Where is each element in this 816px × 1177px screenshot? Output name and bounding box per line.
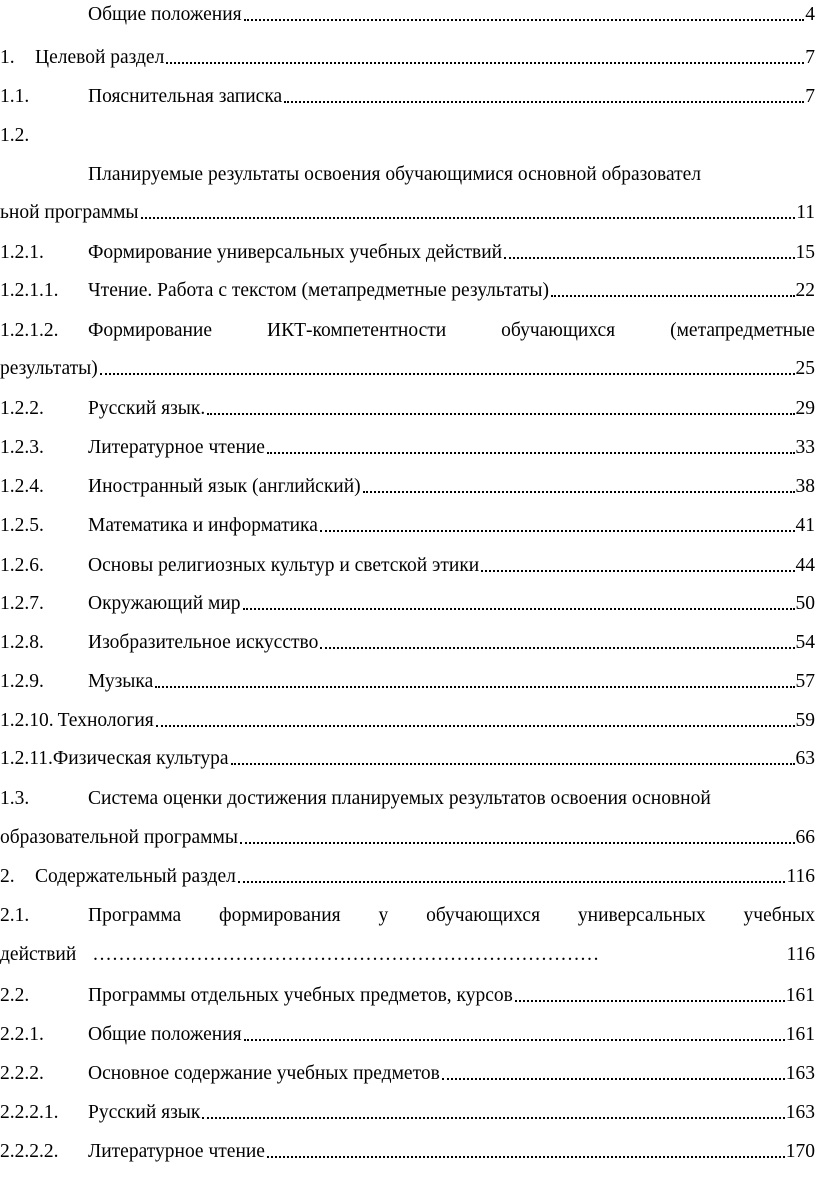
toc-entry[interactable]	[0, 278, 815, 302]
toc-entry[interactable]	[0, 396, 815, 420]
toc-entry-title: Содержательный раздел	[35, 866, 236, 887]
toc-title-word: Формирование	[88, 320, 213, 341]
toc-entry[interactable]	[0, 669, 815, 693]
toc-entry-title: Общие положения	[88, 1024, 242, 1045]
toc-entry-page: 38	[795, 476, 815, 497]
toc-entry-title: Пояснительная записка	[88, 86, 283, 107]
toc-entry-number: 1.2.	[0, 125, 30, 146]
toc-leader-dots	[320, 530, 795, 532]
toc-entry-page: 44	[795, 555, 815, 576]
toc-title-word: Программа	[88, 905, 182, 926]
toc-entry-number: 1.2.3.	[0, 437, 44, 458]
toc-entry-number: 2.2.2.1.	[0, 1102, 59, 1123]
toc-entry-title: ьной программы	[0, 202, 139, 223]
toc-entry-title: образовательной программы	[0, 827, 238, 848]
toc-entry-title: Система оценки достижения планируемых результатов освоения основной	[88, 788, 711, 809]
toc-entry-page: 57	[795, 671, 815, 692]
toc-entry-title: Музыка	[88, 671, 154, 692]
toc-entry-number: 2.2.1.	[0, 1024, 44, 1045]
toc-entry-page: 4	[805, 4, 815, 25]
toc-leader-dots	[267, 1156, 785, 1158]
toc-leader-dots	[141, 217, 796, 219]
toc-entry-title: Окружающий мир	[88, 593, 241, 614]
toc-title-word: ИКТ-компетентности	[266, 320, 447, 341]
toc-entry-title: Основное содержание учебных предметов	[88, 1063, 440, 1084]
toc-entry-title: Основы религиозных культур и светской этики	[88, 555, 480, 576]
toc-leader-dots	[551, 295, 794, 297]
toc-entry-title: Технология	[57, 710, 154, 731]
toc-leader-dots	[363, 491, 795, 493]
toc-entry-title: Литературное чтение	[88, 1141, 265, 1162]
toc-entry-title: Формирование универсальных учебных действий	[88, 242, 503, 263]
toc-title-word: (метапредметные	[670, 320, 815, 341]
toc-entry-page: 50	[795, 593, 815, 614]
toc-entry[interactable]	[0, 553, 815, 577]
toc-entry-page: 41	[795, 515, 815, 536]
toc-entry[interactable]	[0, 942, 815, 966]
toc-entry[interactable]	[0, 591, 815, 615]
toc-leader-dots	[442, 1078, 785, 1080]
toc-leader-dots	[202, 1117, 784, 1119]
toc-leader-dots	[238, 881, 786, 883]
toc-entry[interactable]	[0, 2, 815, 26]
toc-entry[interactable]	[0, 200, 815, 224]
toc-leader-dots	[515, 1000, 785, 1002]
toc-entry-title: Программы отдельных учебных предметов, курсов	[88, 985, 513, 1006]
toc-entry[interactable]	[0, 123, 815, 147]
toc-entry-title: Планируемые результаты освоения обучающимися основной образовател	[88, 164, 702, 185]
toc-leader-dots	[320, 647, 794, 649]
toc-entry[interactable]	[0, 903, 815, 927]
toc-leader-dots	[267, 452, 795, 454]
toc-entry-page: 163	[785, 1102, 815, 1123]
toc-entry[interactable]	[0, 45, 815, 69]
toc-entry-number: 1.1.	[0, 86, 30, 107]
toc-entry-page: 163	[785, 1063, 815, 1084]
toc-entry[interactable]	[0, 84, 815, 108]
toc-entry-title: действий	[0, 944, 77, 965]
toc-entry-page: 7	[805, 47, 815, 68]
toc-entry-page: 66	[795, 827, 815, 848]
toc-entry[interactable]	[0, 825, 815, 849]
toc-entry-number: 1.2.8.	[0, 632, 44, 653]
toc-entry-number: 2.2.2.2.	[0, 1141, 59, 1162]
toc-entry-page: 33	[795, 437, 815, 458]
toc-entry[interactable]	[0, 983, 815, 1007]
toc-title-word: формирования	[219, 905, 341, 926]
toc-entry-page: 116	[786, 944, 815, 965]
toc-leader-dots	[244, 1039, 785, 1041]
toc-leader-dots	[504, 257, 794, 259]
toc-leader-dots	[100, 373, 795, 375]
toc-title-word: у	[378, 905, 389, 926]
toc-entry-page: 116	[786, 866, 815, 887]
toc-leader-dots	[244, 19, 805, 21]
toc-entry-title: Литературное чтение	[88, 437, 265, 458]
toc-entry-page: 25	[795, 358, 815, 379]
toc-entry-page: 22	[795, 280, 815, 301]
toc-entry-title: Целевой раздел	[35, 47, 165, 68]
toc-leader-dots	[243, 608, 795, 610]
toc-entry-number: 1.2.4.	[0, 476, 44, 497]
toc-entry-number: 1.2.2.	[0, 398, 44, 419]
toc-entry-title: Чтение. Работа с текстом (метапредметные результаты)	[88, 280, 550, 301]
toc-entry-title: Общие положения	[88, 4, 242, 25]
toc-entry-title: Изобразительное искусство	[88, 632, 319, 653]
toc-entry-number: 1.2.6.	[0, 555, 44, 576]
toc-entry-title: Иностранный язык (английский)	[88, 476, 361, 497]
toc-entry-page: 161	[785, 985, 815, 1006]
toc-title-word: учебных	[743, 905, 815, 926]
toc-leader-dots	[481, 570, 794, 572]
toc-entry[interactable]	[0, 474, 815, 498]
toc-entry-title: Русский язык.	[88, 398, 206, 419]
toc-entry-number: 1.3.	[0, 788, 30, 809]
toc-entry[interactable]	[0, 513, 815, 537]
toc-leader-dots	[156, 725, 795, 727]
toc-title-word: обучающихся	[426, 905, 541, 926]
toc-entry-number: 1.	[0, 47, 15, 68]
toc-entry-number: 1.2.1.	[0, 242, 44, 263]
toc-entry-page: 170	[785, 1141, 815, 1162]
toc-entry-page: 63	[795, 748, 815, 769]
toc-leader-dots: ……………………………………………………………………	[92, 944, 600, 965]
toc-entry[interactable]	[0, 435, 815, 459]
toc-entry-number: 1.2.5.	[0, 515, 44, 536]
toc-entry-page: 54	[795, 632, 815, 653]
toc-entry[interactable]	[0, 630, 815, 654]
toc-entry-page: 15	[795, 242, 815, 263]
toc-entry-title: результаты)	[0, 358, 98, 379]
toc-entry-number: 1.2.11.	[0, 748, 53, 769]
toc-entry[interactable]	[0, 162, 815, 186]
toc-leader-dots	[231, 763, 795, 765]
toc-leader-dots	[207, 413, 794, 415]
toc-entry-number: 2.	[0, 866, 15, 887]
toc-leader-dots	[284, 101, 804, 103]
toc-entry-number: 2.2.2.	[0, 1063, 44, 1084]
toc-entry-number: 2.2.	[0, 985, 30, 1006]
toc-entry[interactable]	[0, 1139, 815, 1163]
toc-title-word: универсальных	[577, 905, 706, 926]
toc-entry-number: 1.2.1.2.	[0, 320, 59, 341]
toc-entry[interactable]	[0, 240, 815, 264]
toc-entry[interactable]	[0, 1100, 815, 1124]
toc-leader-dots	[155, 686, 794, 688]
toc-entry[interactable]	[0, 1061, 815, 1085]
toc-entry-page: 29	[795, 398, 815, 419]
toc-leader-dots	[166, 62, 804, 64]
toc-entry-title: Математика и информатика	[88, 515, 318, 536]
toc-entry[interactable]	[0, 1022, 815, 1046]
toc-entry-number: 1.2.9.	[0, 671, 44, 692]
toc-entry-page: 161	[785, 1024, 815, 1045]
toc-entry-number: 1.2.1.1.	[0, 280, 59, 301]
toc-leader-dots	[240, 842, 795, 844]
toc-entry[interactable]	[0, 746, 815, 770]
toc-entry-page: 59	[795, 710, 815, 731]
toc-entry[interactable]	[0, 786, 815, 810]
toc-entry[interactable]	[0, 318, 815, 342]
toc-title-word: обучающихся	[501, 320, 616, 341]
toc-entry-page: 11	[796, 202, 815, 223]
toc-entry-title	[88, 905, 815, 927]
toc-entry-number: 1.2.10.	[0, 710, 54, 731]
toc-entry-number: 2.1.	[0, 905, 30, 926]
toc-entry[interactable]	[0, 708, 815, 732]
toc-entry-page: 7	[805, 86, 815, 107]
toc-entry[interactable]	[0, 356, 815, 380]
toc-entry-number: 1.2.7.	[0, 593, 44, 614]
toc-entry-title	[88, 320, 815, 342]
toc-entry[interactable]	[0, 864, 815, 888]
toc-entry-title: Физическая культура	[52, 748, 229, 769]
toc-entry-title: Русский язык	[88, 1102, 201, 1123]
